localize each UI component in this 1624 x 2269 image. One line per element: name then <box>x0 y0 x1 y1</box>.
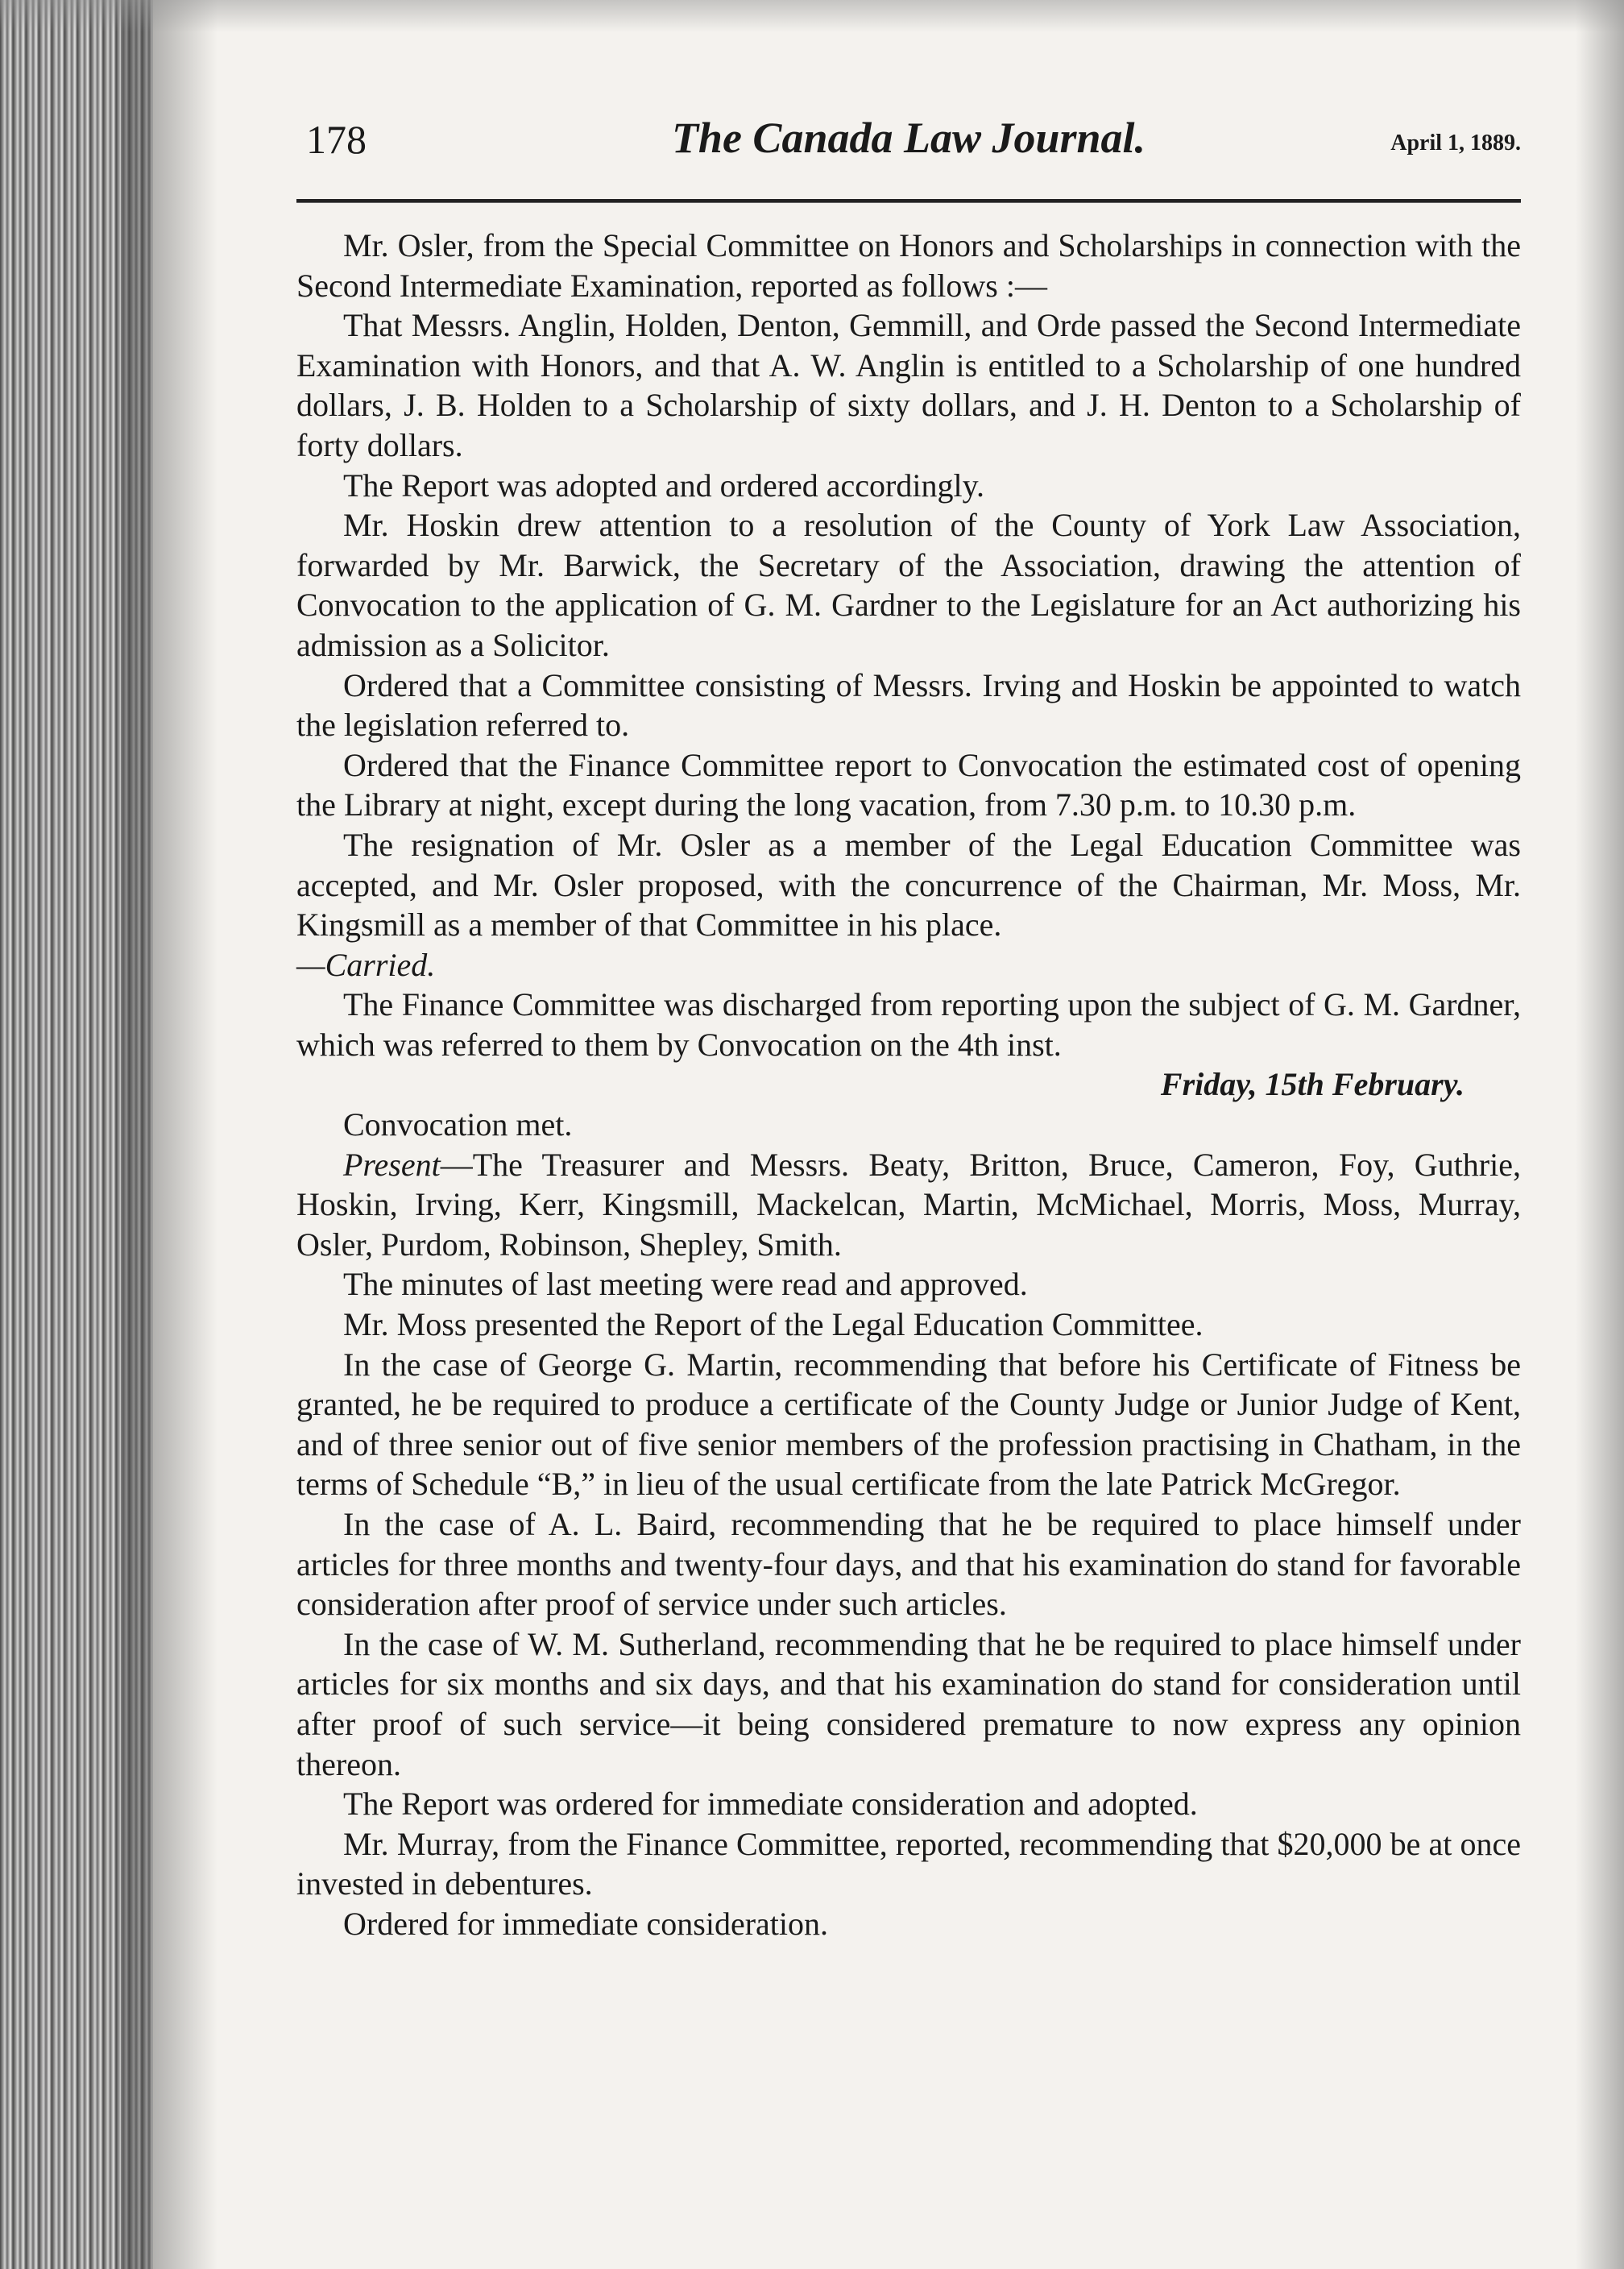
article-body <box>296 226 1521 1944</box>
running-header <box>296 105 1521 181</box>
journal-title: The Canada Law Journal. <box>671 114 1146 162</box>
paragraph: In the case of George G. Martin, recommending that before his Certificate of Fitness be granted, he be required to produce a certificate of the County Judge or Junior Judge of Kent, and of three senior out of five senior members of the profession practising in Chatham, in the terms of Schedule “B,” in lieu of the usual certificate from the late Patrick McGregor. <box>296 1346 1521 1503</box>
page-edge-shadow <box>1576 0 1624 2269</box>
gutter-shadow <box>121 0 218 2269</box>
paragraph: That Messrs. Anglin, Holden, Denton, Gemmill, and Orde passed the Second Intermediate Examination with Honors, and that A. W. Anglin is entitled to a Scholarship of one hundred dollars, J. B. Holden to a Scholarship of sixty dollars, and J. H. Denton to a Scholarship of forty dollars. <box>296 307 1521 463</box>
paragraph: The minutes of last meeting were read and approved. <box>343 1266 1028 1303</box>
paragraph: Mr. Osler, from the Special Committee on Honors and Scholarships in connection with the Second Intermediate Examination, reported as follows :— <box>296 227 1521 304</box>
paragraph: Convocation met. <box>343 1106 573 1143</box>
page-number: 178 <box>306 117 367 162</box>
present-label: Present <box>343 1146 441 1183</box>
paragraph: Mr. Hoskin drew attention to a resolution of the County of York Law Association, forwarded by Mr. Barwick, the Secretary of the Association, drawing the attention of Convocation to the application of G. M. Gardner to the Legislature for an Act authorizing his admission as a Solicitor. <box>296 507 1521 663</box>
issue-date: April 1, 1889. <box>1390 131 1521 156</box>
paragraph-text: The resignation of Mr. Osler as a member of the Legal Education Committee was accepted, and Mr. Osler proposed, with the concurrence of the Chairman, Mr. Moss, Mr. Kingsmill as a member of that Committee in his place. <box>296 826 1521 944</box>
page <box>296 105 1521 1944</box>
header-rule <box>296 199 1521 203</box>
present-list: —The Treasurer and Messrs. Beaty, Britton, Bruce, Cameron, Foy, Guthrie, Hoskin, Irving, Kerr, Kingsmill, Mackelcan, Martin, McMichael, Morris, Moss, Murray, Osler, Purdom, Robinson, Shepley, Smith. <box>296 1146 1521 1263</box>
paragraph: Ordered that a Committee consisting of Messrs. Irving and Hoskin be appointed to watch the legislation referred to. <box>296 666 1521 744</box>
top-edge-shadow <box>0 0 1624 32</box>
paragraph <box>296 1145 1521 1265</box>
paragraph: The Report was ordered for immediate consideration and adopted. <box>343 1786 1198 1823</box>
paragraph: Mr. Moss presented the Report of the Legal Education Committee. <box>343 1306 1204 1343</box>
paragraph: Mr. Murray, from the Finance Committee, reported, recommending that $20,000 be at once invested in debentures. <box>296 1825 1521 1902</box>
paragraph: In the case of W. M. Sutherland, recommending that he be required to place himself under articles for six months and six days, and that his examination do stand for consideration until after proof of such service—it being considered premature to now express any opinion thereon. <box>296 1625 1521 1782</box>
meeting-date: Friday, 15th February. <box>1160 1066 1464 1103</box>
paragraph: Ordered that the Finance Committee report to Convocation the estimated cost of opening the Library at night, except during the long vacation, from 7.30 p.m. to 10.30 p.m. <box>296 746 1521 823</box>
paragraph: The Report was adopted and ordered accordingly. <box>343 467 984 504</box>
carried-note: —Carried. <box>296 946 436 983</box>
paragraph: Ordered for immediate consideration. <box>343 1905 828 1942</box>
paragraph <box>296 825 1521 985</box>
paragraph: In the case of A. L. Baird, recommending that he be required to place himself under articles for three months and twenty-four days, and that his examination do stand for favorable consideration after proof of service under such articles. <box>296 1506 1521 1623</box>
paragraph: The Finance Committee was discharged from reporting upon the subject of G. M. Gardner, which was referred to them by Convocation on the 4th inst. <box>296 986 1521 1063</box>
